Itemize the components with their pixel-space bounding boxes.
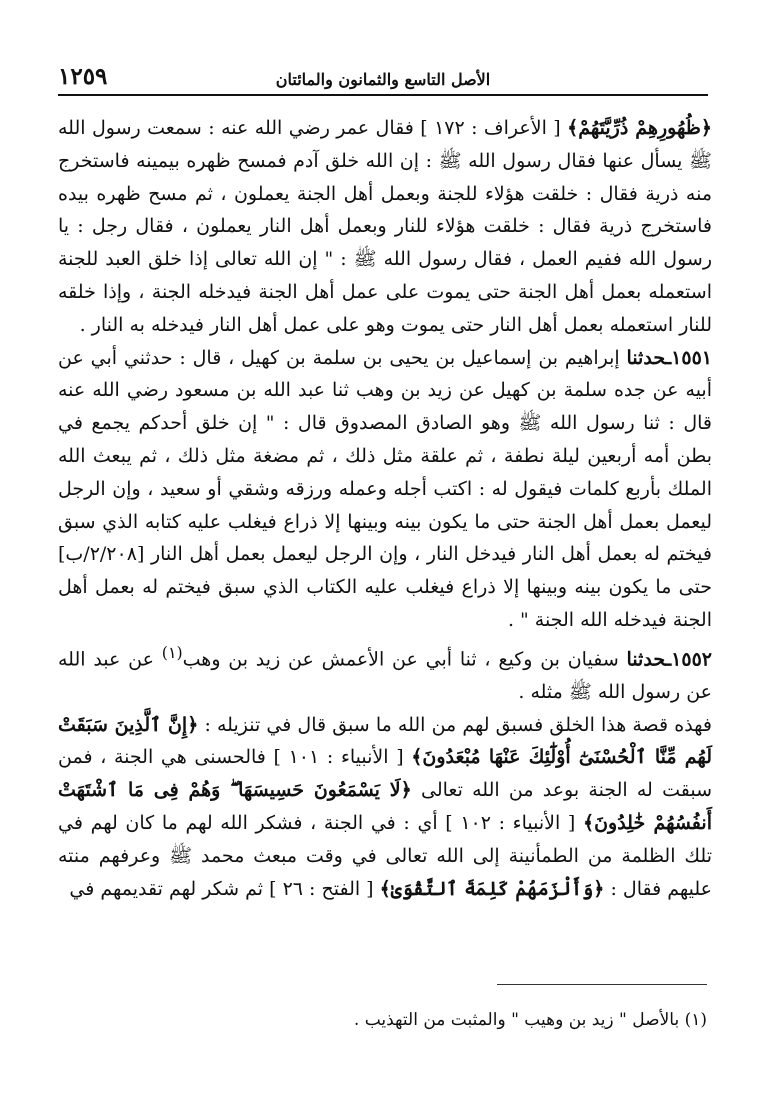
quran-verse: ظُهُورِهِمْ ذُرِّيَّتَهُمْ	[578, 117, 701, 139]
quran-close-bracket: ﴾	[411, 746, 423, 769]
quran-open-bracket: ﴿	[400, 779, 412, 802]
paragraph-text: فهذه قصة هذا الخلق فسبق لهم من الله ما سبق قال في تنزيله :	[198, 713, 713, 736]
page-number: ١٢٥٩	[58, 63, 108, 90]
quran-open-bracket: ﴿	[593, 877, 605, 900]
quran-close-bracket: ﴾	[379, 877, 391, 900]
hadith-text: سفيان بن وكيع ، ثنا أبي عن الأعمش عن زيد بن وهب	[182, 648, 627, 671]
paragraph-text: [ الأنبياء : ١٠٢ ] أي : في الجنة ، فشكر الله لهم ما كان لهم في تلك الظلمة من الطمأنينة إلى الله تعالى في وقت مبعث محمد ﷺ وعرفهم منته عليهم فقال :	[58, 812, 712, 900]
header-rule	[58, 94, 708, 96]
hadith-text: عن عبد الله عن رسول الله ﷺ مثله .	[58, 648, 712, 703]
hadith-1552	[58, 637, 712, 709]
hadith-number: ١٥٥١ـ	[665, 346, 712, 369]
quran-close-bracket: ﴾	[567, 117, 579, 139]
quran-open-bracket: ﴿	[700, 117, 712, 139]
quran-open-bracket: ﴿	[187, 713, 199, 736]
footnote-text: بالأصل " زيد بن وهيب " والمثبت من التهذيب .	[353, 1010, 685, 1030]
footnote-reference: (١)	[161, 642, 183, 662]
footnote-rule	[497, 984, 707, 985]
paragraph-text: [ الأنبياء : ١٠١ ] فالحسنى هي الجنة ، فمن سبقت له الجنة بوعد من الله تعالى	[58, 746, 712, 802]
hadith-1551	[58, 342, 712, 637]
commentary-paragraph	[58, 709, 712, 906]
quran-verse: لَا يَسْمَعُونَ حَسِيسَهَا ۖ وَهُمْ فِى مَا ٱشْتَهَتْ أَنفُسُهُمْ خَٰلِدُونَ	[58, 779, 712, 835]
quran-verse: إِنَّ ٱلَّذِينَ سَبَقَتْ لَهُم مِّنَّا ٱلْحُسْنَىٰٓ أُوْلَٰٓئِكَ عَنْهَا مُبْعَدُونَ	[58, 713, 712, 769]
haddathana-word: حدثنا	[626, 346, 666, 369]
running-title: الأصل التاسع والثمانون والمائتان	[275, 70, 491, 89]
hadith-number: ١٥٥٢ـ	[665, 648, 712, 671]
quran-close-bracket: ﴾	[582, 812, 595, 835]
haddathana-word: حدثنا	[626, 648, 666, 671]
footnote	[107, 1008, 707, 1032]
page-header	[58, 62, 708, 92]
quran-verse: وَأَلْزَمَهُمْ كَلِمَةَ ٱلتَّقْوَىٰ	[390, 877, 594, 900]
page-body	[58, 112, 712, 905]
paragraph-text: [ الفتح : ٢٦ ] ثم شكر لهم تقديمهم في	[69, 877, 380, 900]
footnote-number: (١)	[684, 1010, 707, 1030]
paragraph-text: [ الأعراف : ١٧٢ ] فقال عمر رضي الله عنه : سمعت رسول الله ﷺ يسأل عنها فقال رسول الله ﷺ : إن الله خلق آدم فمسح ظهره بيمينه فاستخرج منه ذرية فقال : خلقت هؤلاء للجنة وبعمل أهل الجنة يعملون ، ثم مسح ظهره بيده فاستخرج ذرية فقال : خلقت هؤلاء للنار وبعمل أهل النار يعملون ، فقال رجل : يا رسول الله ففيم العمل ، فقال رسول الله ﷺ : " إن الله تعالى إذا خلق العبد للجنة استعمله بعمل أهل الجنة حتى يموت على عمل أهل الجنة فيدخله الجنة ، وإذا خلقه للنار استعمله بعمل أهل النار حتى يموت وهو على عمل أهل النار فيدخله به النار .	[58, 117, 712, 336]
hadith-text: إبراهيم بن إسماعيل بن يحيى بن سلمة بن كهيل ، قال : حدثني أبي عن أبيه عن جده سلمة بن كهيل عن زيد بن وهب ثنا عبد الله بن مسعود رضي الله عنه قال : ثنا رسول الله ﷺ وهو الصادق المصدوق قال : " إن خلق أحدكم يجمع في بطن أمه أربعين ليلة نطفة ، ثم علقة مثل ذلك ، ثم مضغة مثل ذلك ، ثم يبعث الله الملك بأربع كلمات فيقول له : اكتب أجله وعمله ورزقه وشقي أو سعيد ، وإن الرجل ليعمل بعمل أهل الجنة حتى ما يكون بينه وبينها إلا ذراع فيغلب عليه كتابه الذي سبق فيختم له بعمل أهل النار فيدخل النار ، وإن الرجل ليعمل بعمل أهل النار [٢/٢٠٨/ب] حتى ما يكون بينه وبينها إلا ذراع فيغلب عليه الكتاب الذي سبق فيختم له بعمل أهل الجنة فيدخله الله الجنة " .	[58, 346, 712, 631]
paragraph-continuation	[58, 112, 712, 342]
